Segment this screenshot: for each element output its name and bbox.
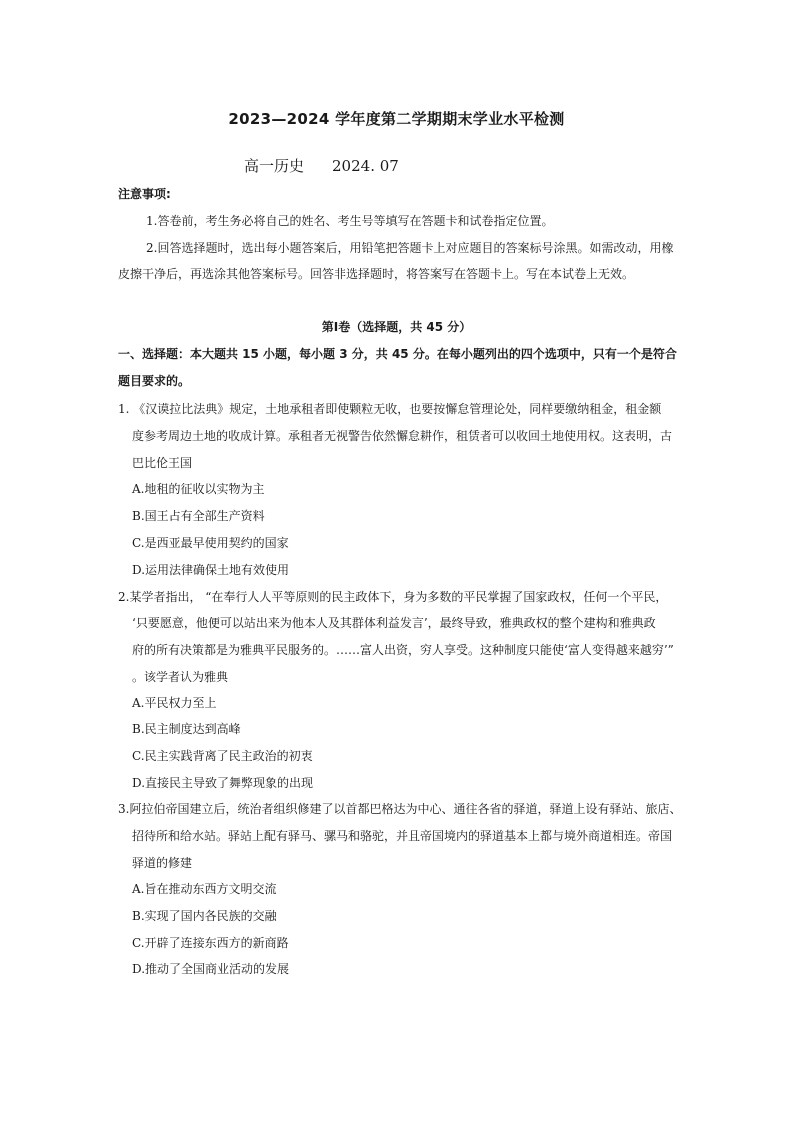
exam-title: 2023—2024 学年度第二学期期末学业水平检测: [228, 110, 565, 128]
section-instruction-cont: 题目要求的。: [118, 374, 191, 388]
question-2-stem: 2.某学者指出， “在奉行人人平等原则的民主政体下，身为多数的平民掌握了国家政权，任何一个平民，: [118, 590, 668, 604]
notice-item-2-cont: 皮擦干净后，再选涂其他答案标号。回答非选择题时，将答案写在答题卡上。写在本试卷上无效。: [118, 267, 635, 281]
question-3-option-d: D.推动了全国商业活动的发展: [132, 962, 290, 976]
subject-label: 高一历史: [244, 157, 305, 175]
question-3-option-c: C.开辟了连接东西方的新商路: [132, 936, 289, 950]
exam-date: 2024. 07: [332, 157, 399, 175]
question-2-stem-cont-2: 府的所有决策都是为雅典平民服务的。……富人出资，穷人享受。这种制度只能使‘富人变得越来越穷’”: [132, 643, 674, 657]
exam-subtitle: [244, 155, 399, 176]
question-2-option-a: A.平民权力至上: [132, 696, 217, 710]
question-1-stem-cont: 度参考周边土地的收成计算。承租者无视警告依然懈怠耕作，租赁者可以收回土地使用权。这表明，古: [132, 429, 673, 443]
question-3-option-b: B.实现了国内各民族的交融: [132, 909, 277, 923]
question-1-option-c: C.是西亚最早使用契约的国家: [132, 536, 289, 550]
notice-item-1: 1.答卷前，考生务必将自己的姓名、考生号等填写在答题卡和试卷指定位置。: [146, 214, 554, 228]
question-1-option-a: A.地租的征收以实物为主: [132, 482, 265, 496]
question-2-option-b: B.民主制度达到高峰: [132, 722, 241, 736]
section-instruction: 一、选择题：本大题共 15 小题，每小题 3 分，共 45 分。在每小题列出的四个选项中，只有一个是符合: [118, 347, 677, 361]
question-2-option-d: D.直接民主导致了舞弊现象的出现: [132, 776, 314, 790]
question-2-stem-end: 。该学者认为雅典: [132, 670, 229, 684]
question-3-stem-cont: 招待所和给水站。驿站上配有驿马、骡马和骆驼，并且帝国境内的驿道基本上都与境外商道相连。帝国: [132, 829, 673, 843]
question-2-option-c: C.民主实践背离了民主政治的初衷: [132, 749, 313, 763]
question-2-stem-cont: ‘只要愿意，他便可以站出来为他本人及其群体利益发言’，最终导致，雅典政权的整个建构和雅典政: [132, 616, 656, 630]
question-1-option-b: B.国王占有全部生产资料: [132, 509, 265, 523]
notice-item-2: 2.回答选择题时，选出每小题答案后，用铅笔把答题卡上对应题目的答案标号涂黑。如需改动，用橡: [146, 241, 674, 255]
question-1-stem: 1. 《汉谟拉比法典》规定，土地承租者即使颗粒无收，也要按懈怠管理论处，同样要缴纳租金，租金额: [118, 402, 662, 416]
question-3-stem: 3.阿拉伯帝国建立后，统治者组织修建了以首都巴格达为中心、通往各省的驿道，驿道上设有驿站、旅店、: [118, 802, 682, 816]
section-heading: 第Ⅰ卷（选择题，共 45 分）: [321, 320, 472, 334]
question-1-option-d: D.运用法律确保土地有效使用: [132, 563, 290, 577]
question-1-stem-end: 巴比伦王国: [132, 456, 193, 470]
question-3-stem-end: 驿道的修建: [132, 856, 193, 870]
notice-heading: 注意事项:: [118, 187, 171, 201]
question-3-option-a: A.旨在推动东西方文明交流: [132, 882, 277, 896]
